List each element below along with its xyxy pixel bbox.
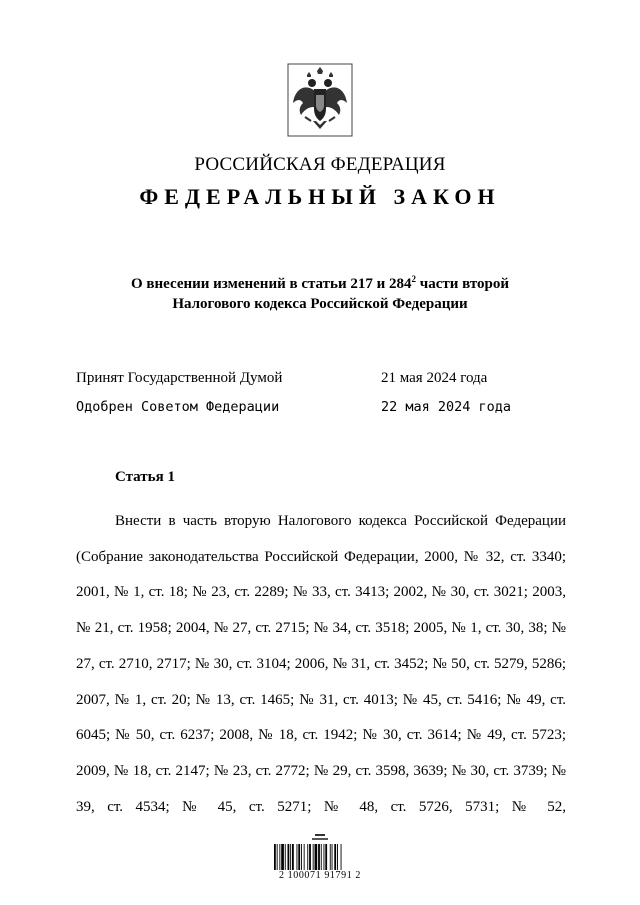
barcode-bar	[325, 844, 327, 870]
barcode-bar	[274, 844, 276, 870]
title-text-before-superscript: О внесении изменений в статьи 217 и 284	[130, 276, 412, 292]
title-text-after-superscript: части второй	[415, 276, 509, 292]
document-type: ФЕДЕРАЛЬНЫЙ ЗАКОН	[139, 184, 501, 209]
barcode-bar	[309, 844, 311, 870]
barcode-bar	[285, 844, 286, 870]
barcode-bar	[315, 844, 318, 870]
barcode-bar	[290, 844, 291, 870]
state-emblem-icon	[287, 63, 353, 137]
barcode-header-mark	[312, 834, 328, 840]
barcode-bar	[298, 844, 300, 870]
council-approval-label: Одобрен Советом Федерации	[76, 399, 280, 415]
barcode-number: 2 100071 91791 2	[278, 870, 362, 881]
barcode-bar	[277, 844, 278, 870]
barcode-bar	[304, 844, 305, 870]
title-superscript: 2	[411, 274, 416, 284]
barcode-bar	[332, 844, 333, 870]
law-title	[0, 274, 640, 314]
duma-adoption-label: Принят Государственной Думой	[76, 370, 283, 386]
barcode-bar	[321, 844, 322, 870]
barcode-bar	[341, 844, 342, 870]
article-heading: Статья 1	[115, 469, 175, 485]
council-approval-date: 22 мая 2024 года	[381, 399, 512, 415]
law-title-line-2: Налогового кодекса Российской Федерации	[172, 296, 468, 312]
barcode-image	[272, 834, 368, 894]
barcode-bar	[318, 844, 320, 870]
article-body-text: Внести в часть вторую Налогового кодекса Российской Федерации (Собрание законодательства Российской Федерации, 2000, № 32, ст. 3340; 2001, № 1, ст. 18; № 23, ст. 2289; № 33, ст. 3413; 2002, № 30, ст. 3021; 2003, № 21, ст. 1958; 2004, № 27, ст. 2715; № 34, ст. 3518; 2005, № 1, ст. 30, 38; № 27, ст. 2710, 2717; № 30, ст. 3104; 2006, № 31, ст. 3452; № 50, ст. 5279, 5286; 2007, № 1, ст. 20; № 13, ст. 1465; № 31, ст. 4013; № 45, ст. 5416; № 49, ст. 6045; № 50, ст. 6237; 2008, № 18, ст. 1942; № 30, ст. 3614; № 49, ст. 5723; 2009, № 18, ст. 2147; № 23, ст. 2772; № 29, ст. 3598, 3639; № 30, ст. 3739; № 39, ст. 4534; № 45, ст. 5271; № 48, ст. 5726, 5731; № 52,	[76, 513, 566, 815]
barcode-bar	[279, 844, 280, 870]
barcode-bar	[307, 844, 308, 870]
law-title-line-1	[0, 274, 640, 294]
barcode-bar	[292, 844, 294, 870]
barcode-bar	[313, 844, 314, 870]
article-body	[76, 504, 566, 825]
barcode-bar	[288, 844, 290, 870]
barcode-bar	[334, 844, 336, 870]
barcode-bar	[330, 844, 331, 870]
barcode-bars	[274, 844, 342, 870]
barcode-bar	[281, 844, 284, 870]
country-name: РОССИЙСКАЯ ФЕДЕРАЦИЯ	[194, 154, 446, 175]
duma-adoption-date: 21 мая 2024 года	[381, 370, 488, 386]
barcode-bar	[337, 844, 338, 870]
barcode-bar	[297, 844, 298, 870]
barcode-bar	[301, 844, 302, 870]
barcode-bar	[324, 844, 325, 870]
